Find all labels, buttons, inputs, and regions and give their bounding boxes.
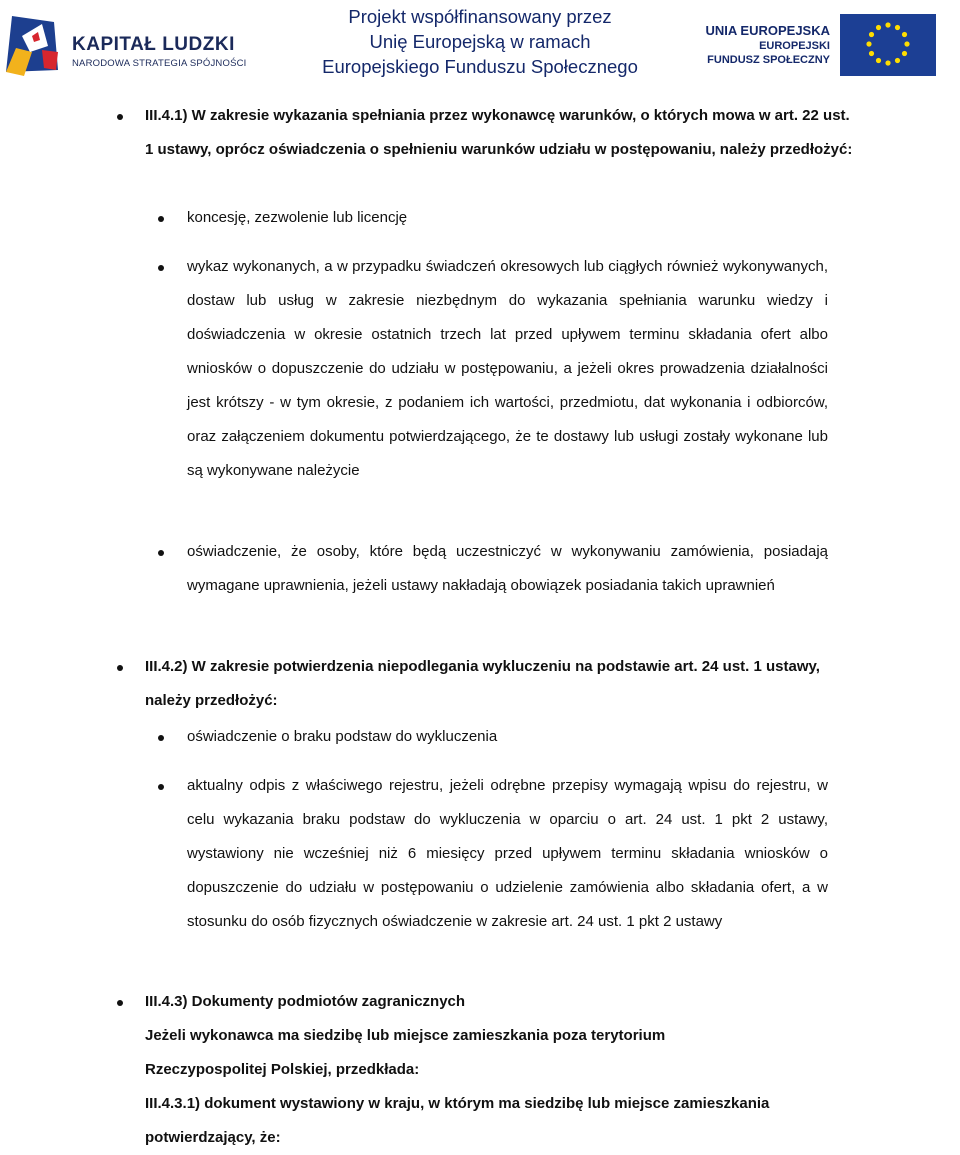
kapital-ludzki-logo-icon [2, 12, 64, 78]
section-heading-iii-4-1: III.4.1) W zakresie wykazania spełniania przez wykonawcę warunków, o których mowa w art. 22 ust. 1 ustawy, oprócz oświadczenia o spełnieniu warunków udziału w postępowaniu, należy przedłożyć: [145, 107, 853, 158]
eu-line-1: UNIA EUROPEJSKA [705, 23, 830, 38]
section-heading-iii-4-2: III.4.2) W zakresie potwierdzenia niepodlegania wykluczeniu na podstawie art. 24 ust. 1 ustawy, należy przedłożyć: [145, 658, 820, 709]
kapital-ludzki-title: KAPITAŁ LUDZKI [72, 34, 235, 55]
list-item: koncesję, zezwolenie lub licencję [187, 209, 408, 226]
bullet-icon [117, 665, 123, 671]
list-item: aktualny odpis z właściwego rejestru, jeżeli odrębne przepisy wymagają wpisu do rejestru, w celu wykazania braku podstaw do wykluczenia w oparciu o art. 24 ust. 1 pkt 2 ustawy, wystawiony nie wcześniej niż 6 miesięcy przed upływem terminu składania wniosków o dopuszczenie do udziału w postępowaniu o udzielenie zamówienia albo składania ofert, a w stosunku do osób fizycznych oświadczenie w zakresie art. 24 ust. 1 pkt 2 ustawy [187, 777, 828, 930]
project-line-1: Projekt współfinansowany przez [348, 6, 612, 27]
list-item: wykaz wykonanych, a w przypadku świadczeń okresowych lub ciągłych również wykonywanych, dostaw lub usług w zakresie niezbędnym do wykazania spełniania warunku wiedzy i doświadczenia w okresie ostatnich trzech lat przed upływem terminu składania ofert albo wniosków o dopuszczenie do udziału w postępowaniu, a jeżeli okres prowadzenia działalności jest krótszy - w tym okresie, z podaniem ich wartości, przedmiotu, dat wykonania i odbiorców, oraz załączeniem dokumentu potwierdzającego, że te dostawy lub usługi zostały wykonane lub są wykonywane należycie [187, 258, 828, 479]
eu-line-3: FUNDUSZ SPOŁECZNY [707, 54, 830, 66]
section-heading-iii-4-3-1: III.4.3.1) dokument wystawiony w kraju, w którym ma siedzibę lub miejsce zamieszkania potwierdzający, że: [145, 1095, 770, 1146]
eu-fund-text [690, 22, 830, 67]
eu-flag-icon [840, 14, 936, 76]
project-line-2: Unię Europejską w ramach [369, 31, 591, 52]
section-heading-iii-4-3: III.4.3) Dokumenty podmiotów zagranicznych [145, 993, 466, 1010]
project-cofinancing-text [300, 4, 660, 79]
bullet-icon [158, 735, 164, 741]
bullet-icon [158, 216, 164, 222]
kapital-ludzki-subtitle: NARODOWA STRATEGIA SPÓJNOŚCI [72, 58, 247, 69]
bullet-icon [158, 550, 164, 556]
foreign-entity-text: Jeżeli wykonawca ma siedzibę lub miejsce zamieszkania poza terytorium Rzeczypospolitej Polskiej, przedkłada: [145, 1027, 666, 1078]
list-item: oświadczenie o braku podstaw do wykluczenia [187, 728, 498, 745]
bullet-icon [117, 114, 123, 120]
bullet-icon [117, 1000, 123, 1006]
project-line-3: Europejskiego Funduszu Społecznego [322, 56, 638, 77]
list-item: oświadczenie, że osoby, które będą uczestniczyć w wykonywaniu zamówienia, posiadają wymagane uprawnienia, jeżeli ustawy nakładają obowiązek posiadania takich uprawnień [187, 543, 828, 594]
eu-line-2: EUROPEJSKI [759, 40, 830, 52]
page-header [0, 0, 960, 80]
bullet-icon [158, 784, 164, 790]
bullet-icon [158, 265, 164, 271]
